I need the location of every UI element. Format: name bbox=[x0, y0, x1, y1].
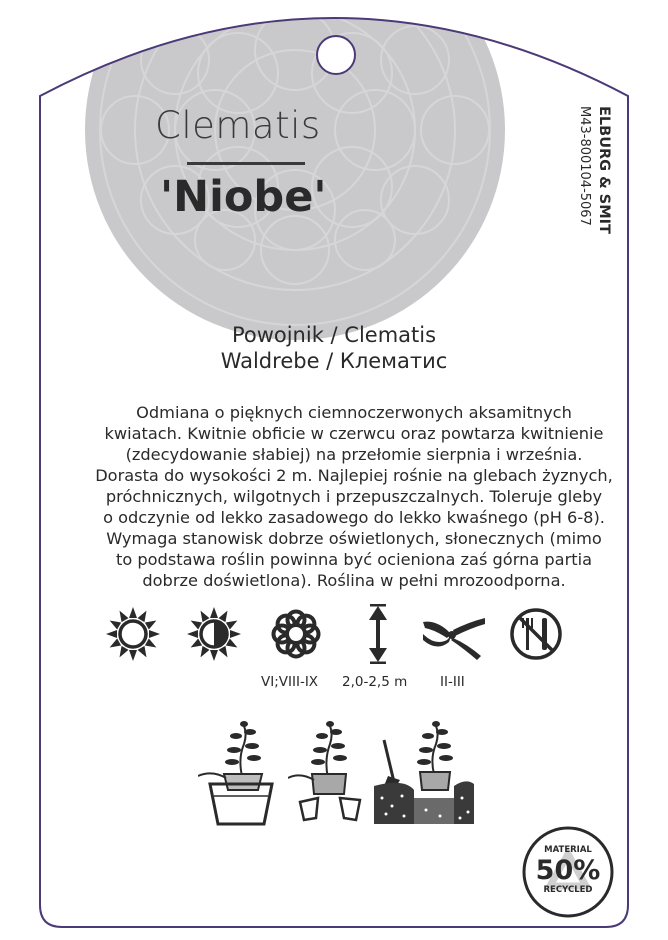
description-line: o odczynie od lekko zasadowego do lekko kwaśnego (pH 6-8). bbox=[103, 508, 605, 527]
description-line: próchnicznych, wilgotnych i przepuszczalnych. Toleruje gleby bbox=[105, 487, 603, 506]
recycled-badge-percent: 50% bbox=[535, 855, 601, 886]
description-line: to podstawa roślin powinna być ocieniona zaś górna partia bbox=[115, 550, 593, 569]
description-line: Odmiana o pięknych ciemnoczerwonych aksamitnych bbox=[136, 403, 572, 422]
common-names-line-1: Powojnik / Clematis bbox=[231, 323, 437, 347]
cultivar-name: 'Niobe' bbox=[160, 172, 327, 222]
title-divider bbox=[187, 162, 305, 165]
description-line: kwiatach. Kwitnie obficie w czerwcu oraz powtarza kwitnienie bbox=[104, 424, 604, 443]
remove-pot-icon bbox=[288, 718, 370, 826]
half-shade-icon bbox=[186, 604, 242, 664]
common-names bbox=[0, 322, 668, 374]
not-edible-icon bbox=[508, 604, 564, 664]
flower-icon bbox=[268, 604, 324, 664]
recycled-badge-top: MATERIAL bbox=[544, 845, 592, 855]
description-line: Dorasta do wysokości 2 m. Najlepiej rośnie na glebach żyznych, bbox=[95, 466, 613, 485]
pruning-period-label: II-III bbox=[440, 674, 465, 690]
description-line: dobrze doświetlona). Roślina w pełni mrozoodporna. bbox=[142, 571, 566, 590]
brand-code: M43-800104-5067 bbox=[577, 106, 592, 226]
common-names-line-2: Waldrebe / Клематис bbox=[220, 349, 448, 373]
description bbox=[88, 402, 620, 591]
description-line: (zdecydowanie słabiej) na przełomie sierpnia i września. bbox=[125, 445, 583, 464]
plant-name: Clematis bbox=[155, 104, 321, 147]
description-line: Wymaga stanowisk dobrze oświetlonych, słonecznych (mimo bbox=[106, 529, 602, 548]
soak-pot-icon bbox=[198, 718, 280, 826]
height-label: 2,0-2,5 m bbox=[342, 674, 408, 690]
recycled-badge bbox=[522, 826, 614, 918]
recycled-badge-bottom: RECYCLED bbox=[543, 885, 593, 895]
brand-block bbox=[574, 104, 614, 234]
height-arrow-icon bbox=[350, 604, 406, 664]
flowering-period-label: VI;VIII-IX bbox=[261, 674, 319, 690]
plant-in-soil-icon bbox=[374, 718, 474, 826]
brand-name: ELBURG & SMIT bbox=[596, 106, 612, 234]
full-sun-icon bbox=[105, 604, 161, 664]
hang-hole bbox=[317, 36, 355, 74]
pruning-shears-icon bbox=[421, 604, 487, 664]
